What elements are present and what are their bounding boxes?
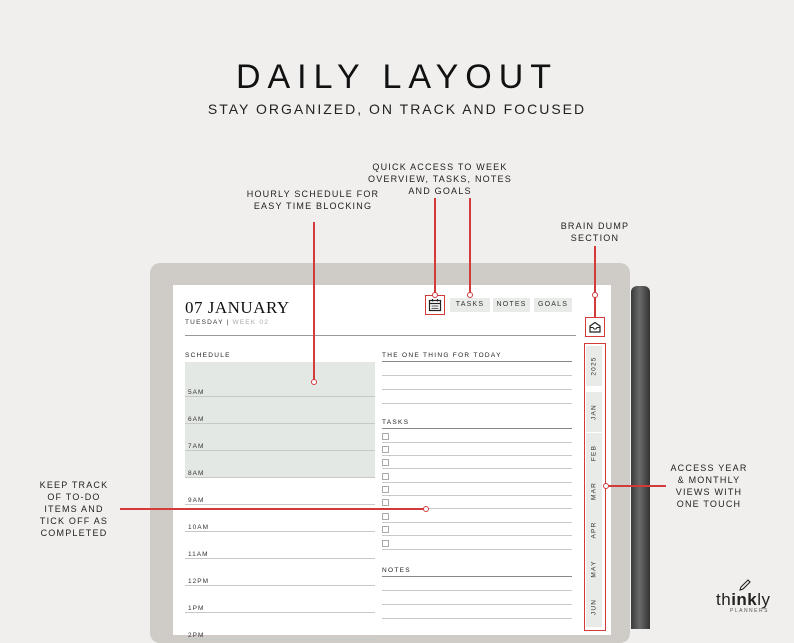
task-checkbox[interactable] xyxy=(382,540,389,547)
schedule-label: SCHEDULE xyxy=(185,352,231,359)
week-number-link[interactable]: WEEK 02 xyxy=(232,319,270,326)
connector-line xyxy=(606,485,666,487)
side-tab-label: MAR xyxy=(590,481,598,501)
side-tab-label: APR xyxy=(590,521,598,539)
side-tab-label: 2025 xyxy=(590,356,598,376)
hour-label: 9AM xyxy=(188,497,205,504)
side-tab-month[interactable] xyxy=(586,392,602,432)
hour-label: 5AM xyxy=(188,389,205,396)
connector-line xyxy=(469,198,471,295)
hour-label: 1PM xyxy=(188,605,205,612)
task-line[interactable] xyxy=(382,468,572,469)
hour-row[interactable] xyxy=(185,397,375,424)
page-title: DAILY LAYOUT xyxy=(235,58,559,96)
notes-line[interactable] xyxy=(382,618,572,619)
callout-hourly: HOURLY SCHEDULE FOR EASY TIME BLOCKING xyxy=(246,189,380,211)
side-tab-label: JAN xyxy=(590,404,598,420)
hour-row[interactable] xyxy=(185,478,375,505)
hour-row[interactable] xyxy=(185,586,375,613)
connector-dot xyxy=(467,292,473,298)
stylus xyxy=(631,286,650,629)
weekday: TUESDAY xyxy=(185,319,224,326)
connector-dot xyxy=(423,506,429,512)
header-divider xyxy=(185,335,576,336)
task-checkbox[interactable] xyxy=(382,526,389,533)
connector-dot xyxy=(311,379,317,385)
task-checkbox[interactable] xyxy=(382,433,389,440)
connector-dot xyxy=(603,483,609,489)
task-checkbox[interactable] xyxy=(382,499,389,506)
task-line[interactable] xyxy=(382,455,572,456)
hour-row[interactable] xyxy=(185,370,375,397)
hour-label: 12PM xyxy=(188,578,209,585)
side-tab-month[interactable] xyxy=(586,510,602,550)
callout-todo: KEEP TRACK OF TO-DO ITEMS AND TICK OFF AS COMPLETED xyxy=(39,480,109,538)
tab-goals[interactable]: GOALS xyxy=(534,298,572,312)
hour-label: 2PM xyxy=(188,632,205,639)
callout-year-month: ACCESS YEAR & MONTHLY VIEWS WITH ONE TOUCH xyxy=(670,463,748,509)
connector-line xyxy=(313,222,315,382)
weekday-separator: | xyxy=(226,319,230,326)
inbox-icon xyxy=(586,318,604,336)
one-thing-line[interactable] xyxy=(382,375,572,376)
calendar-icon xyxy=(426,296,444,314)
hour-label: 6AM xyxy=(188,416,205,423)
side-tab-month[interactable] xyxy=(586,587,602,627)
one-thing-line[interactable] xyxy=(382,361,572,362)
hour-label: 11AM xyxy=(188,551,209,558)
side-tab-label: JUN xyxy=(590,598,598,616)
hour-row[interactable] xyxy=(185,532,375,559)
side-tab-label: MAY xyxy=(590,560,598,578)
connector-line xyxy=(434,198,436,295)
one-thing-line[interactable] xyxy=(382,389,572,390)
task-line[interactable] xyxy=(382,442,572,443)
connector-dot xyxy=(432,292,438,298)
side-tab-month[interactable] xyxy=(586,549,602,589)
task-checkbox[interactable] xyxy=(382,459,389,466)
connector-dot xyxy=(592,292,598,298)
side-tab-year[interactable] xyxy=(586,346,602,386)
brain-dump-button[interactable] xyxy=(585,317,605,337)
task-checkbox[interactable] xyxy=(382,486,389,493)
tab-tasks[interactable]: TASKS xyxy=(450,298,490,312)
connector-line xyxy=(120,508,426,510)
hour-row[interactable] xyxy=(185,613,375,640)
task-checkbox[interactable] xyxy=(382,473,389,480)
side-tab-month[interactable] xyxy=(586,471,602,511)
task-line[interactable] xyxy=(382,549,572,550)
side-tab-label: FEB xyxy=(590,444,598,462)
hour-row[interactable] xyxy=(185,362,375,370)
hour-label: 10AM xyxy=(188,524,209,531)
brand-tagline: PLANNERS xyxy=(730,608,769,614)
brand-logo-post: ly xyxy=(757,590,771,609)
tasks-divider xyxy=(382,428,572,429)
notes-line[interactable] xyxy=(382,604,572,605)
one-thing-line[interactable] xyxy=(382,403,572,404)
side-tab-month[interactable] xyxy=(586,433,602,473)
brand-logo-bold: ink xyxy=(731,590,758,609)
brand-logo-pre: th xyxy=(716,590,732,609)
task-line[interactable] xyxy=(382,495,572,496)
task-line[interactable] xyxy=(382,522,572,523)
week-overview-button[interactable] xyxy=(425,295,445,315)
connector-line xyxy=(594,246,596,317)
notes-label: NOTES xyxy=(382,567,411,574)
callout-quick-access: QUICK ACCESS TO WEEK OVERVIEW, TASKS, NOTES AND GOALS xyxy=(368,162,512,196)
notes-line[interactable] xyxy=(382,590,572,591)
hour-row[interactable] xyxy=(185,424,375,451)
hour-row[interactable] xyxy=(185,451,375,478)
task-line[interactable] xyxy=(382,535,572,536)
tab-notes[interactable]: NOTES xyxy=(493,298,530,312)
tasks-label: TASKS xyxy=(382,419,410,426)
task-line[interactable] xyxy=(382,482,572,483)
brand-logo xyxy=(716,590,771,610)
weekday-line xyxy=(185,319,269,326)
date-heading: 07 JANUARY xyxy=(185,298,290,317)
task-checkbox[interactable] xyxy=(382,446,389,453)
one-thing-label: THE ONE THING FOR TODAY xyxy=(382,352,502,359)
task-checkbox[interactable] xyxy=(382,513,389,520)
hour-label: 7AM xyxy=(188,443,205,450)
hour-label: 8AM xyxy=(188,470,205,477)
page-subtitle: STAY ORGANIZED, ON TRACK AND FOCUSED xyxy=(207,101,587,117)
callout-brain-dump: BRAIN DUMP SECTION xyxy=(560,221,630,243)
notes-divider xyxy=(382,576,572,577)
hour-row[interactable] xyxy=(185,559,375,586)
pencil-icon xyxy=(738,578,752,592)
